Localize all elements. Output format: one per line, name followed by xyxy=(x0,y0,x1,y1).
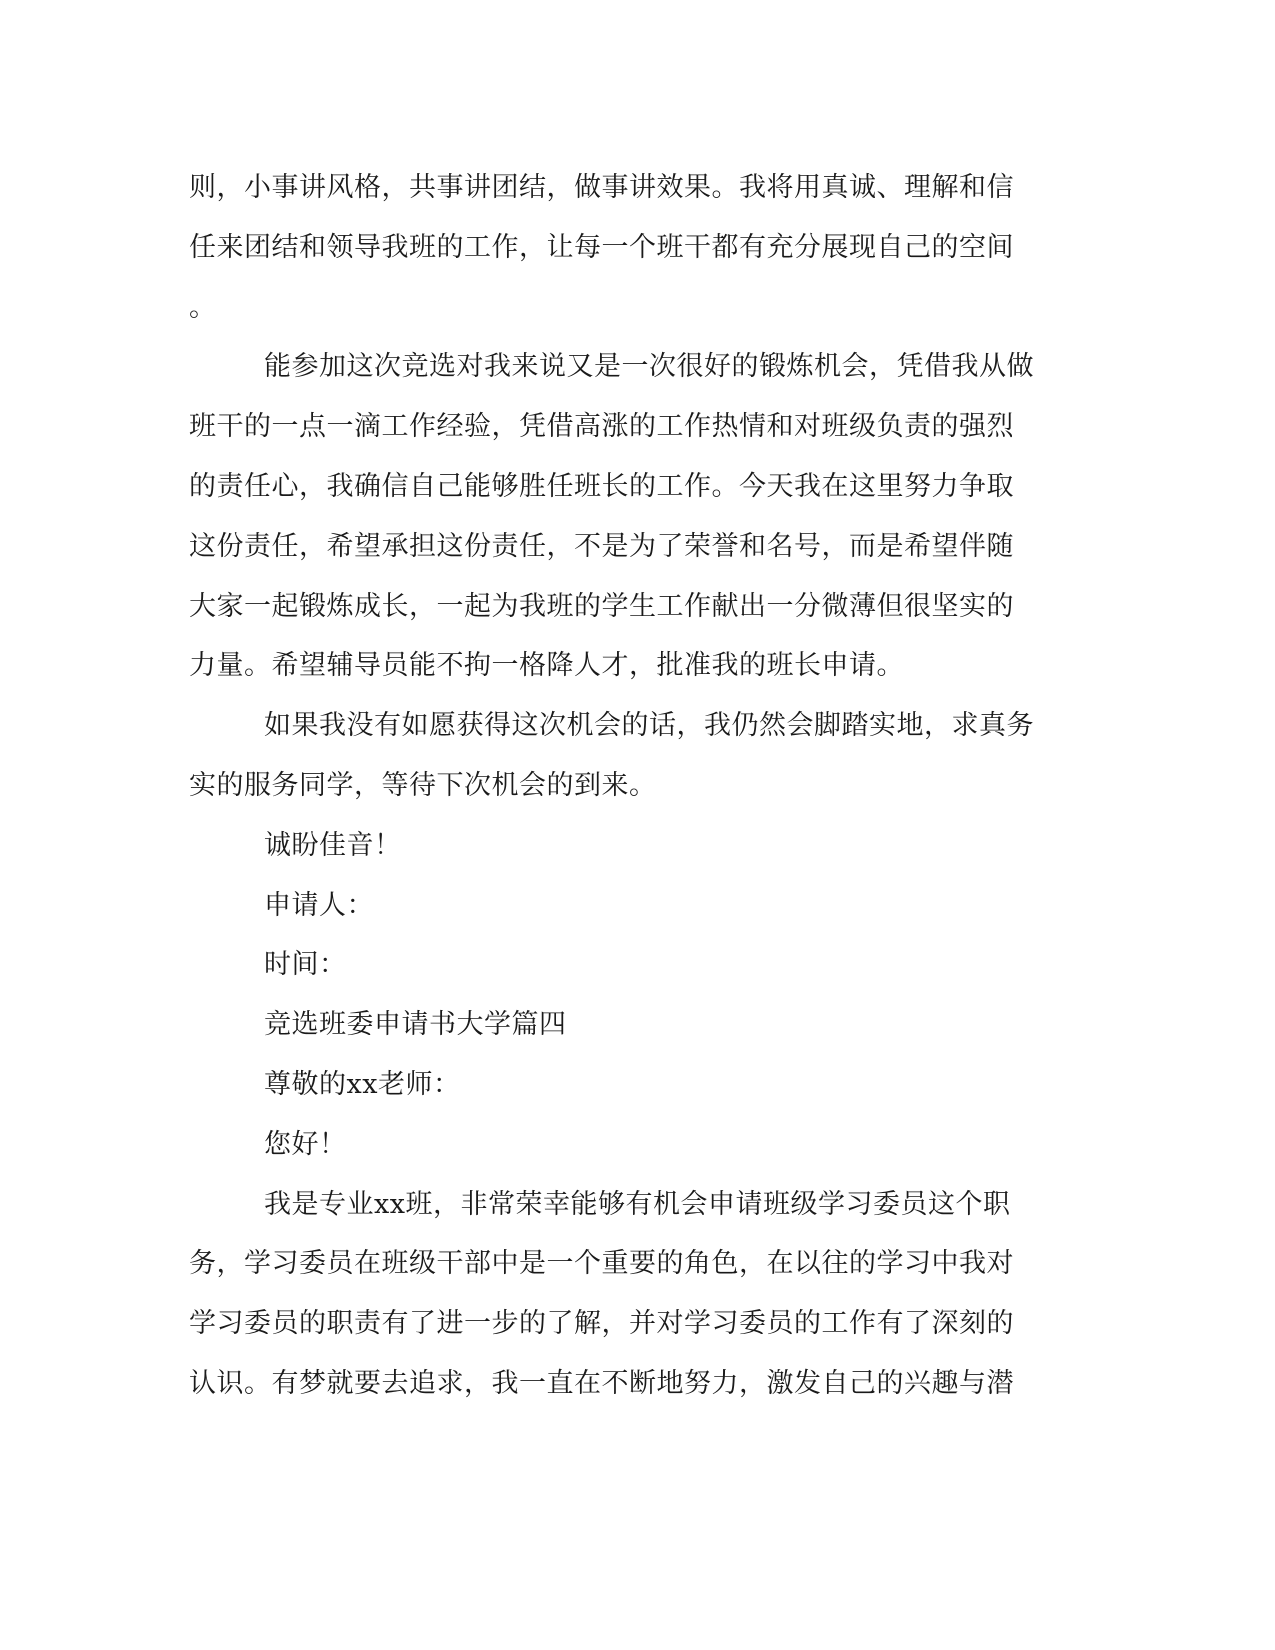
text-line: 这份责任，希望承担这份责任，不是为了荣誉和名号，而是希望伴随 xyxy=(189,531,1014,562)
applicant-label: 申请人： xyxy=(264,890,374,921)
section-heading: 竞选班委申请书大学篇四 xyxy=(264,1009,567,1040)
text-line: 务，学习委员在班级干部中是一个重要的角色，在以往的学习中我对 xyxy=(189,1248,1014,1279)
text-line: 任来团结和领导我班的工作，让每一个班干都有充分展现自己的空间 xyxy=(189,232,1014,263)
text-line: 力量。希望辅导员能不拘一格降人才，批准我的班长申请。 xyxy=(189,650,904,681)
paragraph-start-line: 如果我没有如愿获得这次机会的话，我仍然会脚踏实地，求真务 xyxy=(264,710,1034,741)
greeting: 您好！ xyxy=(264,1129,347,1160)
text-line: 学习委员的职责有了进一步的了解，并对学习委员的工作有了深刻的 xyxy=(189,1308,1014,1339)
text-line: 班干的一点一滴工作经验，凭借高涨的工作热情和对班级负责的强烈 xyxy=(189,411,1014,442)
text-line: 的责任心，我确信自己能够胜任班长的工作。今天我在这里努力争取 xyxy=(189,471,1014,502)
text-line: 则，小事讲风格，共事讲团结，做事讲效果。我将用真诚、理解和信 xyxy=(189,172,1014,203)
closing-line: 诚盼佳音！ xyxy=(264,830,402,861)
text-line: 大家一起锻炼成长，一起为我班的学生工作献出一分微薄但很坚实的 xyxy=(189,591,1014,622)
text-line: 实的服务同学，等待下次机会的到来。 xyxy=(189,770,657,801)
paragraph-start-line: 能参加这次竞选对我来说又是一次很好的锻炼机会，凭借我从做 xyxy=(264,351,1034,382)
text-line: 。 xyxy=(189,292,217,323)
paragraph-start-line: 我是专业xx班，非常荣幸能够有机会申请班级学习委员这个职 xyxy=(264,1189,1011,1220)
date-label: 时间： xyxy=(264,949,347,980)
text-line: 认识。有梦就要去追求，我一直在不断地努力，激发自己的兴趣与潜 xyxy=(189,1368,1014,1399)
salutation: 尊敬的xx老师： xyxy=(264,1069,461,1100)
